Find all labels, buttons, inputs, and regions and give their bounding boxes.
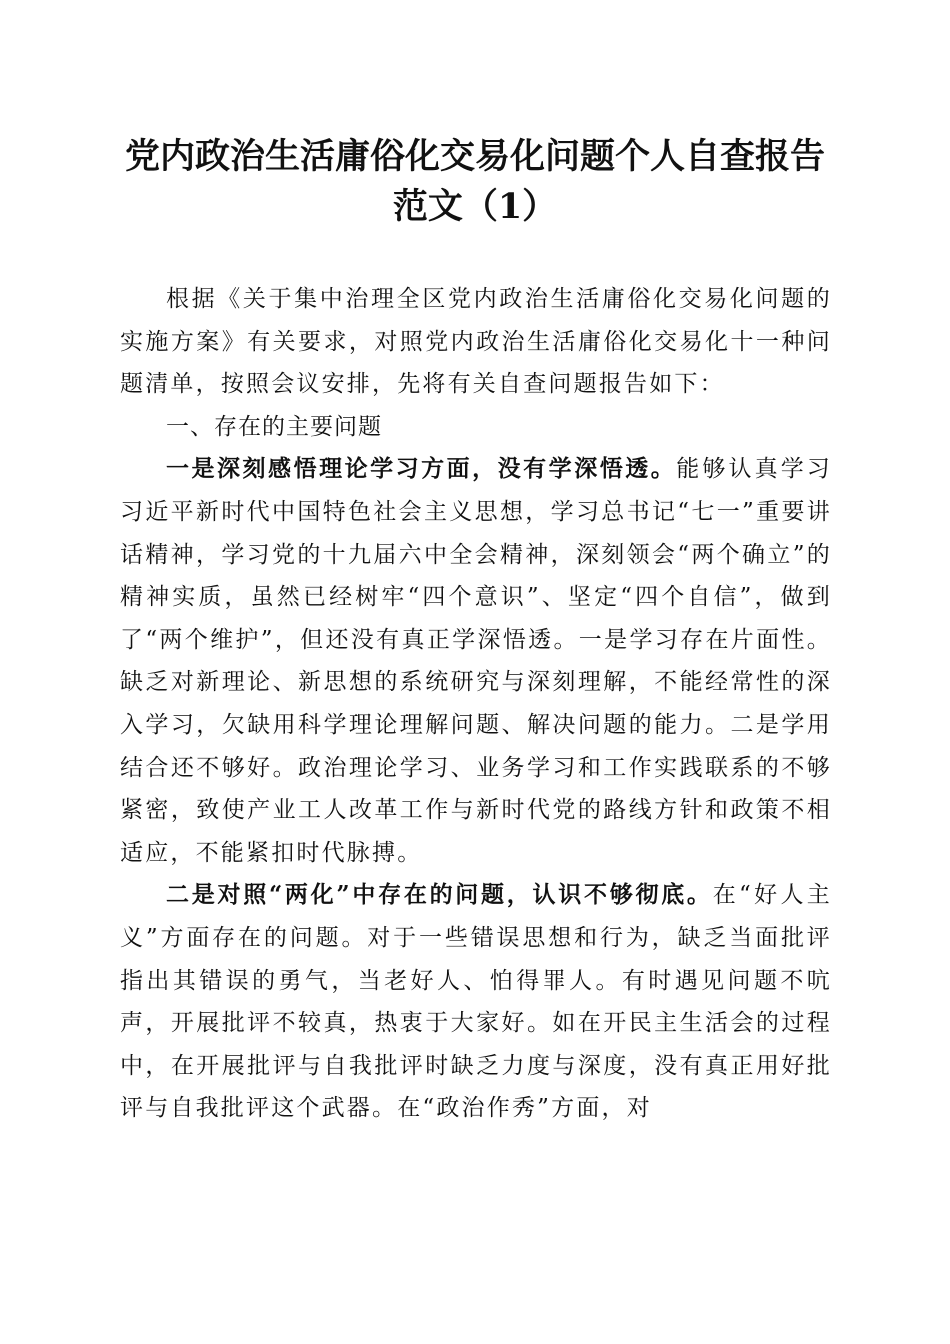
document-body	[120, 278, 832, 1130]
paragraph-1	[120, 448, 832, 874]
paragraph-2	[120, 874, 832, 1130]
title-line-1: 党内政治生活庸俗化交易化问题个人自查报告	[124, 136, 825, 177]
paragraph-1-lead: 一是深刻感悟理论学习方面，没有学深悟透。	[166, 455, 677, 483]
document-title	[110, 132, 840, 232]
paragraph-2-lead: 二是对照“两化”中存在的问题，认识不够彻底。	[166, 881, 713, 909]
intro-paragraph: 根据《关于集中治理全区党内政治生活庸俗化交易化问题的实施方案》有关要求，对照党内政治生活庸俗化交易化十一种问题清单，按照会议安排，先将有关自查问题报告如下：	[120, 286, 832, 398]
title-line-2: 范文（1）	[392, 186, 558, 227]
section-heading: 一、存在的主要问题	[166, 413, 382, 440]
paragraph-1-body: 能够认真学习习近平新时代中国特色社会主义思想，学习总书记“七一”重要讲话精神，学习党的十九届六中全会精神，深刻领会“两个确立”的精神实质，虽然已经树牢“四个意识”、坚定“四个自信”，做到了“两个维护”，但还没有真正学深悟透。一是学习存在片面性。缺乏对新理论、新思想的系统研究与深刻理解，不能经常性的深入学习，欠缺用科学理论理解问题、解决问题的能力。二是学用结合还不够好。政治理论学习、业务学习和工作实践联系的不够紧密，致使产业工人改革工作与新时代党的路线方针和政策不相适应，不能紧扣时代脉搏。	[120, 456, 833, 866]
paragraph-2-body: 在“好人主义”方面存在的问题。对于一些错误思想和行为，缺乏当面批评指出其错误的勇气，当老好人、怕得罪人。有时遇见问题不吭声，开展批评不较真，热衷于大家好。如在开民主生活会的过程中，在开展批评与自我批评时缺乏力度与深度，没有真正用好批评与自我批评这个武器。在“政治作秀”方面，对	[120, 882, 832, 1122]
